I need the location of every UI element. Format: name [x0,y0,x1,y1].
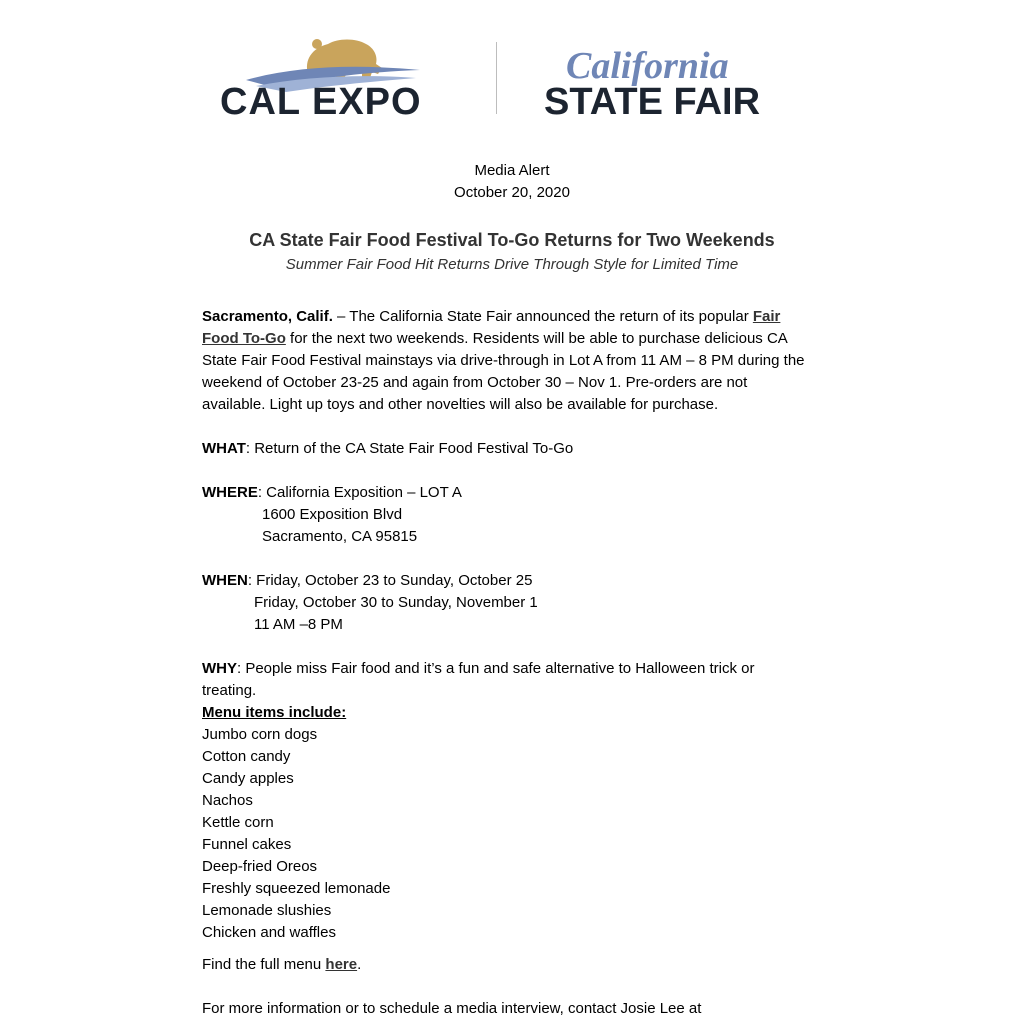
headline: CA State Fair Food Festival To-Go Returns for Two Weekends [249,230,775,250]
menu-item: Funnel cakes [202,836,292,853]
state-fair-logo [540,36,814,120]
where-line-2: 1600 Exposition Blvd [262,506,403,523]
when-section [202,570,812,636]
menu-item: Candy apples [202,770,294,787]
release-date: October 20, 2020 [454,184,570,201]
full-menu-prefix: Find the full menu [202,956,326,973]
subheadline: Summer Fair Food Hit Returns Drive Through Style for Limited Time [285,256,739,273]
menu-item: Cotton candy [202,748,291,765]
logo-divider [496,42,497,114]
full-menu-line [202,954,812,976]
full-menu-suffix: . [357,956,362,973]
lede-paragraph [202,306,812,416]
media-alert-label: Media Alert [474,162,550,179]
why-text: : People miss Fair food and it’s a fun and safe alternative to Halloween trick or treating. [202,660,755,699]
lede-rest: for the next two weekends. Residents will be able to purchase delicious CA State Fair Food Festival mainstays via drive-through in Lot A from 11 AM – 8 PM during the weekend of October 23-25 and again from October 30 – Nov 1. Pre-orders are not available. Light up toys and other novelties will also be available for purchase. [202,330,805,413]
when-line-2: Friday, October 30 to Sunday, November 1 [254,594,538,611]
state-fair-wordmark: STATE FAIR [544,81,761,120]
why-label: WHY [202,660,237,677]
where-line-1: : California Exposition – LOT A [257,484,462,501]
when-line-3: 11 AM –8 PM [254,616,343,633]
when-label: WHEN [202,572,248,589]
menu-item: Kettle corn [202,814,274,831]
menu-item: Freshly squeezed lemonade [202,880,391,897]
state-fair-script: California [566,45,729,87]
what-section [202,438,812,460]
contact-line: For more information or to schedule a media interview, contact Josie Lee at [202,1000,702,1017]
where-label: WHERE [202,484,258,501]
menu-item: Deep-fried Oreos [202,858,318,875]
when-line-1: : Friday, October 23 to Sunday, October 25 [247,572,533,589]
cal-expo-wordmark: CAL EXPO [220,81,422,120]
menu-item: Chicken and waffles [202,924,336,941]
where-line-3: Sacramento, CA 95815 [262,528,418,545]
why-section [202,658,812,702]
cal-expo-logo [216,30,452,120]
full-menu-link[interactable]: here [325,956,358,973]
what-label: WHAT [202,440,246,457]
dateline: Sacramento, Calif. [202,308,333,325]
menu-item: Lemonade slushies [202,902,332,919]
what-text: : Return of the CA State Fair Food Festival To-Go [245,440,574,457]
menu-section [202,702,812,944]
menu-item: Nachos [202,792,253,809]
where-section [202,482,812,548]
fair-food-to-go-link[interactable]: Fair Food To-Go [202,308,781,347]
menu-list [202,724,812,944]
menu-item: Jumbo corn dogs [202,726,318,743]
menu-title: Menu items include: [202,704,347,721]
lede-intro: – The California State Fair announced the return of its popular [332,308,753,325]
